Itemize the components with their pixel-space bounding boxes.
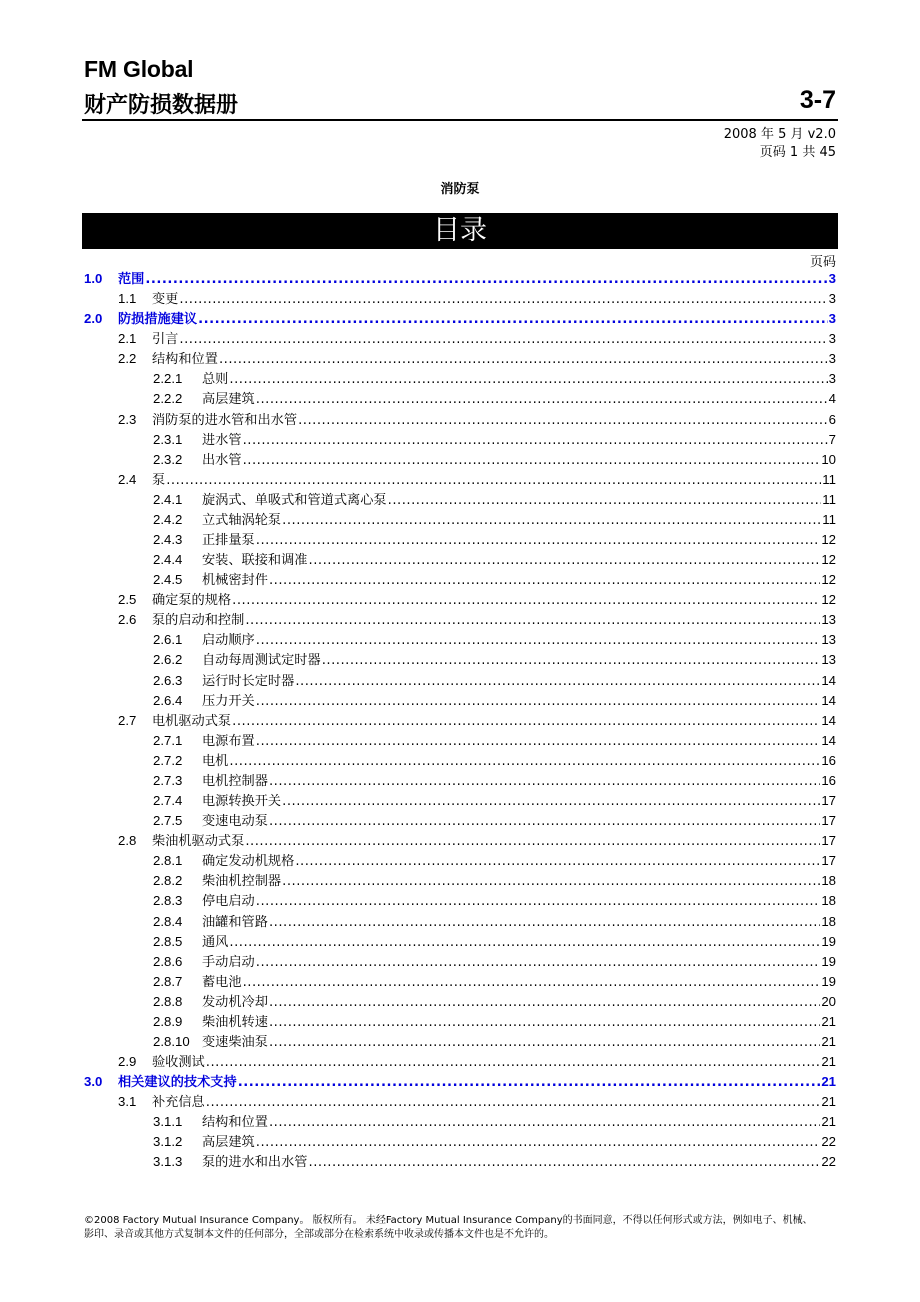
toc-entry-page: 10 bbox=[821, 451, 836, 467]
toc-entry[interactable] bbox=[84, 711, 836, 731]
toc-entry-number: 2.8 bbox=[118, 833, 137, 849]
toc-entry-number: 2.9 bbox=[118, 1054, 137, 1070]
toc-entry-number: 2.0 bbox=[84, 311, 103, 327]
toc-entry[interactable] bbox=[84, 1032, 836, 1052]
toc-entry[interactable] bbox=[84, 490, 836, 510]
toc-entry[interactable] bbox=[84, 912, 836, 932]
toc-entry-page: 21 bbox=[821, 1033, 836, 1049]
toc-entry[interactable] bbox=[84, 369, 836, 389]
toc-entry[interactable] bbox=[84, 751, 836, 771]
toc-entry-number: 2.6.1 bbox=[153, 632, 183, 648]
toc-entry-page: 21 bbox=[821, 1013, 836, 1029]
toc-entry-title: 变速电动泵 bbox=[202, 814, 268, 830]
toc-entry[interactable] bbox=[84, 1012, 836, 1032]
copyright-line-2: 影印、录音或其他方式复制本文件的任何部分，全部或部分在检索系统中收录或传播本文件也是不允许的。 bbox=[84, 1229, 554, 1240]
toc-entry-number: 2.8.5 bbox=[153, 933, 183, 949]
toc-entry-page: 21 bbox=[821, 1054, 836, 1070]
toc-dot-leader bbox=[269, 812, 820, 832]
toc-entry-number: 2.2.2 bbox=[153, 391, 183, 407]
toc-entry-number: 2.1 bbox=[118, 331, 137, 347]
toc-entry-title: 电源布置 bbox=[202, 733, 255, 749]
toc-entry[interactable] bbox=[84, 630, 836, 650]
copyright-line-1: ©2008 Factory Mutual Insurance Company。 版权所有。 未经Factory Mutual Insurance Company的书面同意，不得以任何形式或方法，例如电子、机械、 bbox=[84, 1215, 813, 1226]
toc-dot-leader bbox=[245, 611, 820, 631]
toc-entry-title: 变更 bbox=[152, 292, 179, 308]
toc-dot-leader bbox=[256, 892, 821, 912]
toc-entry-page: 21 bbox=[821, 1074, 836, 1090]
toc-entry-number: 2.7.5 bbox=[153, 813, 183, 829]
toc-entry-title: 自动每周测试定时器 bbox=[202, 653, 321, 669]
toc-entry-title: 立式轴涡轮泵 bbox=[202, 512, 282, 528]
toc-entry[interactable] bbox=[84, 610, 836, 630]
toc-entry-title: 泵的启动和控制 bbox=[152, 613, 245, 629]
toc-entry-title: 正排量泵 bbox=[202, 533, 255, 549]
toc-entry-number: 2.4.3 bbox=[153, 532, 183, 548]
toc-entry-number: 2.8.6 bbox=[153, 953, 183, 969]
toc-entry[interactable] bbox=[84, 891, 836, 911]
toc-entry-title: 发动机冷却 bbox=[202, 994, 268, 1010]
brand-name: FM Global bbox=[84, 56, 194, 82]
toc-entry[interactable] bbox=[84, 470, 836, 490]
toc-entry-title: 范围 bbox=[118, 272, 145, 287]
toc-entry-title: 电机控制器 bbox=[202, 773, 268, 789]
toc-dot-leader bbox=[269, 993, 820, 1013]
toc-entry-title: 油罐和管路 bbox=[202, 914, 268, 930]
toc-entry[interactable] bbox=[84, 992, 836, 1012]
toc-entry[interactable] bbox=[84, 269, 836, 289]
toc-entry-page: 22 bbox=[821, 1134, 836, 1150]
toc-dot-leader bbox=[256, 631, 821, 651]
toc-entry-number: 3.1.2 bbox=[153, 1134, 183, 1150]
page-info: 页码 1 共 45 bbox=[759, 145, 836, 160]
datasheet-title: 财产防损数据册 bbox=[84, 93, 239, 118]
toc-entry-title: 机械密封件 bbox=[202, 573, 268, 589]
toc-dot-leader bbox=[145, 270, 827, 290]
toc-entry-number: 2.8.3 bbox=[153, 893, 183, 909]
header-divider bbox=[82, 119, 838, 121]
toc-entry-title: 电源转换开关 bbox=[202, 794, 282, 810]
toc-dot-leader bbox=[269, 913, 820, 933]
toc-entry-number: 2.8.7 bbox=[153, 973, 183, 989]
toc-dot-leader bbox=[256, 531, 821, 551]
toc-entry[interactable] bbox=[84, 1112, 836, 1132]
toc-entry-number: 2.7.4 bbox=[153, 793, 183, 809]
toc-dot-leader bbox=[295, 852, 820, 872]
toc-dot-leader bbox=[322, 651, 821, 671]
toc-entry[interactable] bbox=[84, 570, 836, 590]
toc-entry[interactable] bbox=[84, 1132, 836, 1152]
toc-entry-title: 启动顺序 bbox=[202, 633, 255, 649]
toc-entry-page: 11 bbox=[822, 511, 836, 527]
toc-entry-title: 泵 bbox=[152, 472, 166, 488]
toc-entry-title: 运行时长定时器 bbox=[202, 673, 295, 689]
toc-entry-title: 手动启动 bbox=[202, 954, 255, 970]
toc-dot-leader bbox=[256, 953, 821, 973]
toc-entry-page: 12 bbox=[821, 532, 836, 548]
toc-entry[interactable] bbox=[84, 650, 836, 670]
toc-entry-page: 12 bbox=[821, 592, 836, 608]
toc-entry-number: 2.7.1 bbox=[153, 732, 183, 748]
toc-entry-page: 12 bbox=[821, 552, 836, 568]
toc-entry-page: 18 bbox=[821, 873, 836, 889]
toc-entry[interactable] bbox=[84, 771, 836, 791]
toc-dot-leader bbox=[179, 290, 827, 310]
toc-entry-page: 14 bbox=[821, 732, 836, 748]
toc-dot-leader bbox=[179, 330, 827, 350]
toc-dot-leader bbox=[232, 712, 820, 732]
revision-date: 2008 年 5 月 v2.0 bbox=[723, 127, 836, 142]
toc-entry-page: 3 bbox=[828, 291, 836, 307]
toc-entry-page: 4 bbox=[828, 391, 836, 407]
toc-entry-title: 泵的进水和出水管 bbox=[202, 1155, 308, 1171]
toc-heading: 目录 bbox=[82, 213, 838, 249]
table-of-contents bbox=[84, 269, 836, 1173]
toc-entry-page: 16 bbox=[821, 752, 836, 768]
toc-entry-number: 2.4 bbox=[118, 471, 137, 487]
toc-entry-number: 2.8.4 bbox=[153, 913, 183, 929]
toc-entry-page: 17 bbox=[821, 813, 836, 829]
toc-entry-title: 蓄电池 bbox=[202, 974, 242, 990]
toc-dot-leader bbox=[229, 752, 820, 772]
toc-dot-leader bbox=[282, 872, 820, 892]
toc-entry[interactable] bbox=[84, 791, 836, 811]
toc-entry-title: 出水管 bbox=[202, 452, 242, 468]
toc-entry-title: 引言 bbox=[152, 332, 179, 348]
toc-entry[interactable] bbox=[84, 691, 836, 711]
toc-dot-leader bbox=[219, 350, 828, 370]
toc-entry[interactable] bbox=[84, 510, 836, 530]
toc-entry[interactable] bbox=[84, 972, 836, 992]
toc-entry[interactable] bbox=[84, 811, 836, 831]
toc-entry-title: 柴油机驱动式泵 bbox=[152, 834, 245, 850]
toc-entry-title: 进水管 bbox=[202, 432, 242, 448]
toc-entry-page: 14 bbox=[821, 672, 836, 688]
toc-entry-number: 2.8.2 bbox=[153, 873, 183, 889]
toc-entry-title: 总则 bbox=[202, 372, 229, 388]
toc-entry-title: 停电启动 bbox=[202, 894, 255, 910]
toc-dot-leader bbox=[166, 471, 821, 491]
toc-entry-page: 18 bbox=[821, 893, 836, 909]
toc-entry-title: 确定泵的规格 bbox=[152, 593, 232, 609]
toc-entry-number: 2.4.2 bbox=[153, 511, 183, 527]
toc-entry-number: 2.4.1 bbox=[153, 491, 183, 507]
toc-entry-number: 2.6 bbox=[118, 612, 137, 628]
toc-entry-page: 14 bbox=[821, 712, 836, 728]
toc-entry-page: 6 bbox=[828, 411, 836, 427]
toc-entry[interactable] bbox=[84, 389, 836, 409]
toc-entry-page: 3 bbox=[828, 311, 836, 327]
toc-dot-leader bbox=[269, 1013, 820, 1033]
toc-dot-leader bbox=[256, 692, 821, 712]
toc-dot-leader bbox=[256, 390, 828, 410]
toc-entry-number: 2.5 bbox=[118, 592, 137, 608]
toc-dot-leader bbox=[282, 511, 821, 531]
toc-entry-number: 2.3.1 bbox=[153, 431, 183, 447]
toc-entry-title: 电机 bbox=[202, 753, 229, 769]
toc-entry-page: 14 bbox=[821, 692, 836, 708]
toc-dot-leader bbox=[243, 451, 821, 471]
toc-dot-leader bbox=[206, 1093, 821, 1113]
toc-dot-leader bbox=[229, 370, 827, 390]
toc-entry-title: 结构和位置 bbox=[152, 352, 218, 368]
toc-dot-leader bbox=[243, 431, 828, 451]
toc-entry-page: 22 bbox=[821, 1154, 836, 1170]
document-number: 3-7 bbox=[799, 86, 836, 114]
toc-entry-page: 11 bbox=[822, 491, 836, 507]
toc-entry[interactable] bbox=[84, 289, 836, 309]
toc-entry[interactable] bbox=[84, 329, 836, 349]
toc-dot-leader bbox=[309, 1153, 821, 1173]
toc-entry-page: 13 bbox=[821, 632, 836, 648]
page-column-label: 页码 bbox=[809, 255, 836, 270]
toc-entry-page: 19 bbox=[821, 973, 836, 989]
toc-entry-title: 防损措施建议 bbox=[118, 312, 198, 328]
toc-entry[interactable] bbox=[84, 831, 836, 851]
toc-entry-title: 安装、联接和调准 bbox=[202, 553, 308, 569]
toc-entry-number: 2.8.9 bbox=[153, 1013, 183, 1029]
toc-entry[interactable] bbox=[84, 851, 836, 871]
toc-entry-number: 2.8.1 bbox=[153, 853, 183, 869]
toc-entry[interactable] bbox=[84, 932, 836, 952]
toc-entry-number: 1.0 bbox=[84, 271, 103, 286]
toc-entry-page: 18 bbox=[821, 913, 836, 929]
toc-entry-number: 1.1 bbox=[118, 291, 137, 307]
toc-entry-page: 21 bbox=[821, 1094, 836, 1110]
toc-entry[interactable] bbox=[84, 1092, 836, 1112]
toc-dot-leader bbox=[198, 310, 828, 330]
toc-entry-page: 13 bbox=[821, 652, 836, 668]
toc-entry-page: 19 bbox=[821, 933, 836, 949]
toc-entry-page: 3 bbox=[828, 331, 836, 347]
toc-entry-title: 补充信息 bbox=[152, 1095, 205, 1111]
toc-entry-title: 验收测试 bbox=[152, 1055, 205, 1071]
toc-entry[interactable] bbox=[84, 349, 836, 369]
toc-entry-page: 20 bbox=[821, 993, 836, 1009]
toc-entry-number: 3.0 bbox=[84, 1074, 103, 1090]
toc-entry-number: 2.2 bbox=[118, 351, 137, 367]
toc-entry-title: 柴油机转速 bbox=[202, 1014, 268, 1030]
toc-dot-leader bbox=[269, 772, 820, 792]
toc-entry-page: 7 bbox=[828, 431, 836, 447]
toc-entry[interactable] bbox=[84, 550, 836, 570]
toc-entry[interactable] bbox=[84, 671, 836, 691]
toc-entry[interactable] bbox=[84, 871, 836, 891]
toc-entry-number: 2.8.10 bbox=[153, 1033, 190, 1049]
toc-dot-leader bbox=[256, 1133, 821, 1153]
toc-entry-number: 2.4.5 bbox=[153, 572, 183, 588]
toc-entry-number: 2.7.2 bbox=[153, 752, 183, 768]
toc-entry-page: 16 bbox=[821, 772, 836, 788]
toc-entry[interactable] bbox=[84, 530, 836, 550]
toc-entry-number: 2.4.4 bbox=[153, 552, 183, 568]
toc-entry-title: 结构和位置 bbox=[202, 1115, 268, 1131]
toc-entry-number: 2.6.4 bbox=[153, 692, 183, 708]
toc-entry-title: 通风 bbox=[202, 934, 229, 950]
toc-entry-page: 11 bbox=[822, 471, 836, 487]
toc-dot-leader bbox=[298, 411, 828, 431]
toc-dot-leader bbox=[206, 1053, 821, 1073]
toc-dot-leader bbox=[269, 1113, 820, 1133]
toc-entry-title: 高层建筑 bbox=[202, 1135, 255, 1151]
toc-entry[interactable] bbox=[84, 1052, 836, 1072]
toc-entry-title: 高层建筑 bbox=[202, 392, 255, 408]
toc-entry[interactable] bbox=[84, 952, 836, 972]
toc-entry-title: 电机驱动式泵 bbox=[152, 713, 232, 729]
toc-dot-leader bbox=[309, 551, 821, 571]
toc-entry-title: 消防泵的进水管和出水管 bbox=[152, 412, 298, 428]
toc-dot-leader bbox=[238, 1073, 821, 1093]
toc-dot-leader bbox=[245, 832, 820, 852]
toc-entry-title: 旋涡式、单吸式和管道式离心泵 bbox=[202, 492, 387, 508]
toc-dot-leader bbox=[256, 732, 821, 752]
toc-entry-number: 2.8.8 bbox=[153, 993, 183, 1009]
toc-dot-leader bbox=[388, 491, 822, 511]
toc-entry-title: 相关建议的技术支持 bbox=[118, 1075, 237, 1091]
toc-entry-number: 2.2.1 bbox=[153, 371, 183, 387]
toc-entry-title: 柴油机控制器 bbox=[202, 874, 282, 890]
toc-entry-number: 3.1.3 bbox=[153, 1154, 183, 1170]
toc-entry-title: 变速柴油泵 bbox=[202, 1034, 268, 1050]
toc-entry-page: 17 bbox=[821, 853, 836, 869]
toc-entry-page: 3 bbox=[828, 351, 836, 367]
toc-dot-leader bbox=[282, 792, 820, 812]
toc-entry-number: 3.1.1 bbox=[153, 1114, 183, 1130]
toc-entry[interactable] bbox=[84, 410, 836, 430]
toc-entry-number: 2.7 bbox=[118, 712, 137, 728]
toc-entry-page: 17 bbox=[821, 793, 836, 809]
toc-entry[interactable] bbox=[84, 450, 836, 470]
toc-dot-leader bbox=[229, 933, 820, 953]
toc-entry-number: 2.6.3 bbox=[153, 672, 183, 688]
toc-entry[interactable] bbox=[84, 309, 836, 329]
toc-entry-number: 2.6.2 bbox=[153, 652, 183, 668]
toc-entry-number: 2.3 bbox=[118, 411, 137, 427]
toc-dot-leader bbox=[269, 571, 820, 591]
toc-entry-page: 3 bbox=[828, 371, 836, 387]
toc-entry[interactable] bbox=[84, 1152, 836, 1172]
toc-entry-page: 13 bbox=[821, 612, 836, 628]
toc-dot-leader bbox=[232, 591, 820, 611]
toc-entry-page: 12 bbox=[821, 572, 836, 588]
toc-entry[interactable] bbox=[84, 731, 836, 751]
toc-entry[interactable] bbox=[84, 1072, 836, 1092]
toc-entry-page: 19 bbox=[821, 953, 836, 969]
toc-entry[interactable] bbox=[84, 430, 836, 450]
toc-entry-number: 2.7.3 bbox=[153, 772, 183, 788]
copyright-footer bbox=[84, 1214, 836, 1242]
toc-entry-number: 2.3.2 bbox=[153, 451, 183, 467]
toc-entry[interactable] bbox=[84, 590, 836, 610]
toc-dot-leader bbox=[269, 1033, 820, 1053]
toc-entry-number: 3.1 bbox=[118, 1094, 137, 1110]
document-title: 消防泵 bbox=[440, 182, 480, 197]
toc-entry-page: 3 bbox=[828, 271, 836, 286]
toc-entry-page: 17 bbox=[821, 833, 836, 849]
toc-dot-leader bbox=[295, 672, 820, 692]
toc-entry-title: 压力开关 bbox=[202, 693, 255, 709]
toc-dot-leader bbox=[243, 973, 821, 993]
toc-entry-title: 确定发动机规格 bbox=[202, 854, 295, 870]
toc-entry-page: 21 bbox=[821, 1114, 836, 1130]
